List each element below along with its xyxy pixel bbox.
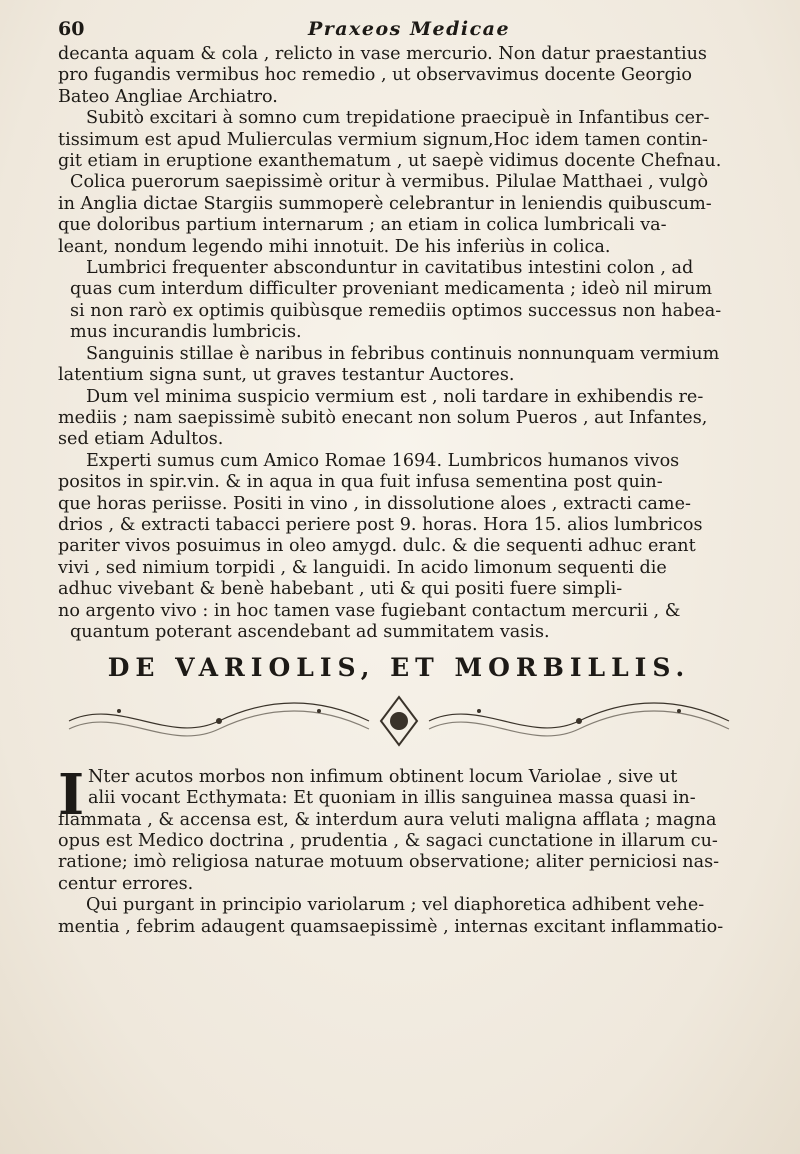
text-line: mediis ; nam saepissimè subitò enecant non solum Pueros , aut Infantes, [58,407,708,428]
text-line: positos in spir.vin. & in aqua in qua fuit infusa sementina post quin- [58,472,663,493]
text-line: quas cum interdum difficulter proveniant medicamenta ; ideò nil mirum [70,279,713,300]
text-line: Qui purgant in principio variolarum ; vel diaphoretica adhibent vehe- [86,895,705,916]
text-line: que doloribus partium internarum ; an etiam in colica lumbricali va- [58,215,667,236]
text-line: mus incurandis lumbricis. [70,322,302,343]
text-line: adhuc vivebant & benè habebant , uti & qui positi fuere simpli- [58,579,623,600]
text-line: centur errores. [58,873,194,894]
text-line: si non rarò ex optimis quibùsque remediis optimos successus non habea- [70,300,722,321]
text-line: flammata , & accensa est, & interdum aura veluti maligna afflata ; magna [58,809,717,830]
text-line: in Anglia dictae Stargiis summoperè celebrantur in leniendis quibuscum- [58,193,712,214]
page-header [58,18,740,44]
text-line: sed etiam Adultos. [58,429,224,450]
ornament-band [58,685,740,757]
text-line: Lumbrici frequenter absconduntur in cavitatibus intestini colon , ad [86,258,694,279]
text-line: pariter vivos posuimus in oleo amygd. dulc. & die sequenti adhuc erant [58,536,696,557]
paragraph [58,258,740,344]
text-line: que horas periisse. Positi in vino , in dissolutione aloes , extracti came- [58,493,691,514]
running-head: Praxeos Medicae [307,18,511,40]
page-number: 60 [58,18,85,40]
paragraph [58,108,740,258]
paragraph [58,44,740,108]
text-line: drios , & extracti tabacci periere post 9. horas. Hora 15. alios lumbricos [58,514,703,535]
text-line: latentium signa sunt, ut graves testantur Auctores. [58,365,515,386]
text-line: Subitò excitari à somno cum trepidatione praecipuè in Infantibus cer- [86,108,710,129]
text-line: Bateo Angliae Archiatro. [58,86,278,107]
text-line: Experti sumus cum Amico Romae 1694. Lumbricos humanos vivos [86,450,680,471]
text-line: tissimum est apud Mulierculas vermium signum,Hoc idem tamen contin- [58,129,708,150]
paragraph [58,451,740,644]
text-line: Dum vel minima suspicio vermium est , noli tardare in exhibendis re- [86,386,704,407]
text-line: Sanguinis stillae è naribus in febribus continuis nonnunquam vermium [86,343,720,364]
text-line: mentia , febrim adaugent quamsaepissimè , internas excitant inflammatio- [58,916,724,937]
paragraph [58,344,740,451]
drop-cap: I [58,761,85,828]
text-line: opus est Medico doctrina , prudentia , & sagaci cunctatione in illarum cu- [58,831,718,851]
text-line: vivi , sed nimium torpidi , & languidi. In acido limonum sequenti die [58,557,667,578]
text-line: decanta aquam & cola , relicto in vase mercurio. Non datur praestantius [58,44,707,64]
text-line: no argento vivo : in hoc tamen vase fugiebant contactum mercurii , & [58,600,681,621]
text-line: Colica puerorum saepissimè oritur à vermibus. Pilulae Matthaei , vulgò [70,172,709,193]
text-line: ratione; imò religiosa naturae motuum observatione; aliter perniciosi nas- [58,852,720,873]
section-title: DE VARIOLIS, ET MORBILLIS. [107,653,691,683]
text-line: alii vocant Ecthymata: Et quoniam in illis sanguinea massa quasi in- [88,788,696,809]
text-line: git etiam in eruptione exanthematum , ut saepè vidimus docente Chefnau. [58,151,722,172]
ornament-icon [59,689,739,753]
text-line: leant, nondum legendo mihi innotuit. De his inferiùs in colica. [58,236,611,257]
text-line: Nter acutos morbos non infimum obtinent locum Variolae , sive ut [88,766,678,787]
text-line: pro fugandis vermibus hoc remedio , ut observavimus docente Georgio [58,65,692,86]
text-line: quantum poterant ascendebant ad summitatem vasis. [70,621,550,642]
body-text [58,44,740,938]
paragraph [58,761,740,895]
paragraph [58,895,740,938]
